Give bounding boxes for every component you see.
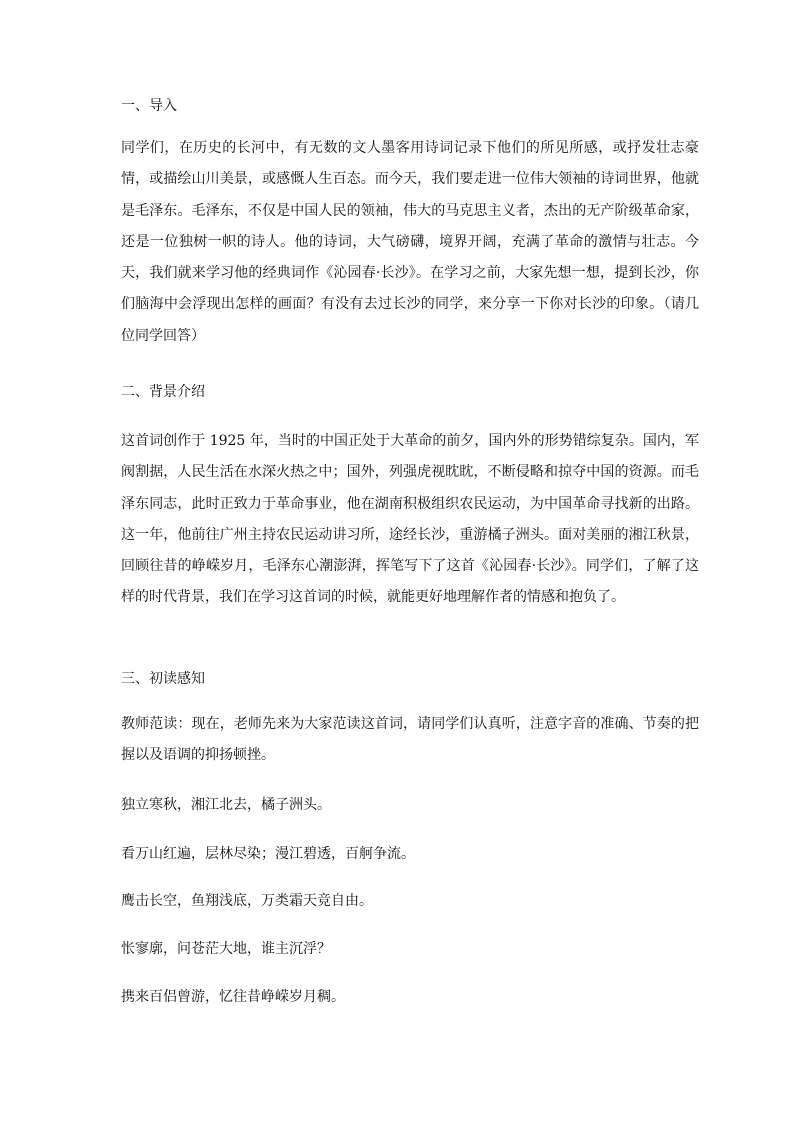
section-heading-first-reading: 三、初读感知 <box>121 671 205 687</box>
poem-line: 怅寥廓，问苍茫大地，谁主沉浮？ <box>121 941 331 957</box>
poem-line: 独立寒秋，湘江北去，橘子洲头。 <box>121 797 331 813</box>
section-heading-background: 二、背景介绍 <box>121 384 205 400</box>
first-reading-paragraph-text: 教师范读：现在，老师先来为大家范读这首词，请同学们认真听，注意字音的准确、节奏的把握以及语调的抑扬顿挫。 <box>121 716 699 764</box>
background-paragraph <box>121 426 699 614</box>
background-paragraph-text: 这首词创作于 1925 年，当时的中国正处于大革命的前夕，国内外的形势错综复杂。国内，军阀割据，人民生活在水深火热之中；国外，列强虎视眈眈，不断侵略和掠夺中国的资源。而毛泽东同志，此时正致力于革命事业，他在湖南积极组织农民运动，为中国革命寻找新的出路。这一年，他前往广州主持农民运动讲习所，途经长沙，重游橘子洲头。面对美丽的湘江秋景，回顾往昔的峥嵘岁月，毛泽东心潮澎湃，挥笔写下了这首《沁园春·长沙》。同学们，了解了这样的时代背景，我们在学习这首词的时候，就能更好地理解作者的情感和抱负了。 <box>121 433 699 606</box>
intro-paragraph-text: 同学们，在历史的长河中，有无数的文人墨客用诗词记录下他们的所见所感，或抒发壮志豪情，或描绘山川美景，或感慨人生百态。而今天，我们要走进一位伟大领袖的诗词世界，他就是毛泽东。毛泽东，不仅是中国人民的领袖，伟大的马克思主义者，杰出的无产阶级革命家，还是一位独树一帜的诗人。他的诗词，大气磅礴，境界开阔，充满了革命的激情与壮志。今天，我们就来学习他的经典词作《沁园春·长沙》。在学习之前，大家先想一想，提到长沙，你们脑海中会浮现出怎样的画面？有没有去过长沙的同学，来分享一下你对长沙的印象。（请几位同学回答） <box>121 140 699 344</box>
poem-line: 看万山红遍，层林尽染；漫江碧透，百舸争流。 <box>121 846 415 862</box>
poem-line: 携来百侣曾游，忆往昔峥嵘岁月稠。 <box>121 989 345 1005</box>
section-heading-intro: 一、导入 <box>121 98 177 114</box>
intro-paragraph <box>121 133 699 352</box>
poem-line: 鹰击长空，鱼翔浅底，万类霜天竞自由。 <box>121 893 373 909</box>
first-reading-paragraph <box>121 709 699 772</box>
